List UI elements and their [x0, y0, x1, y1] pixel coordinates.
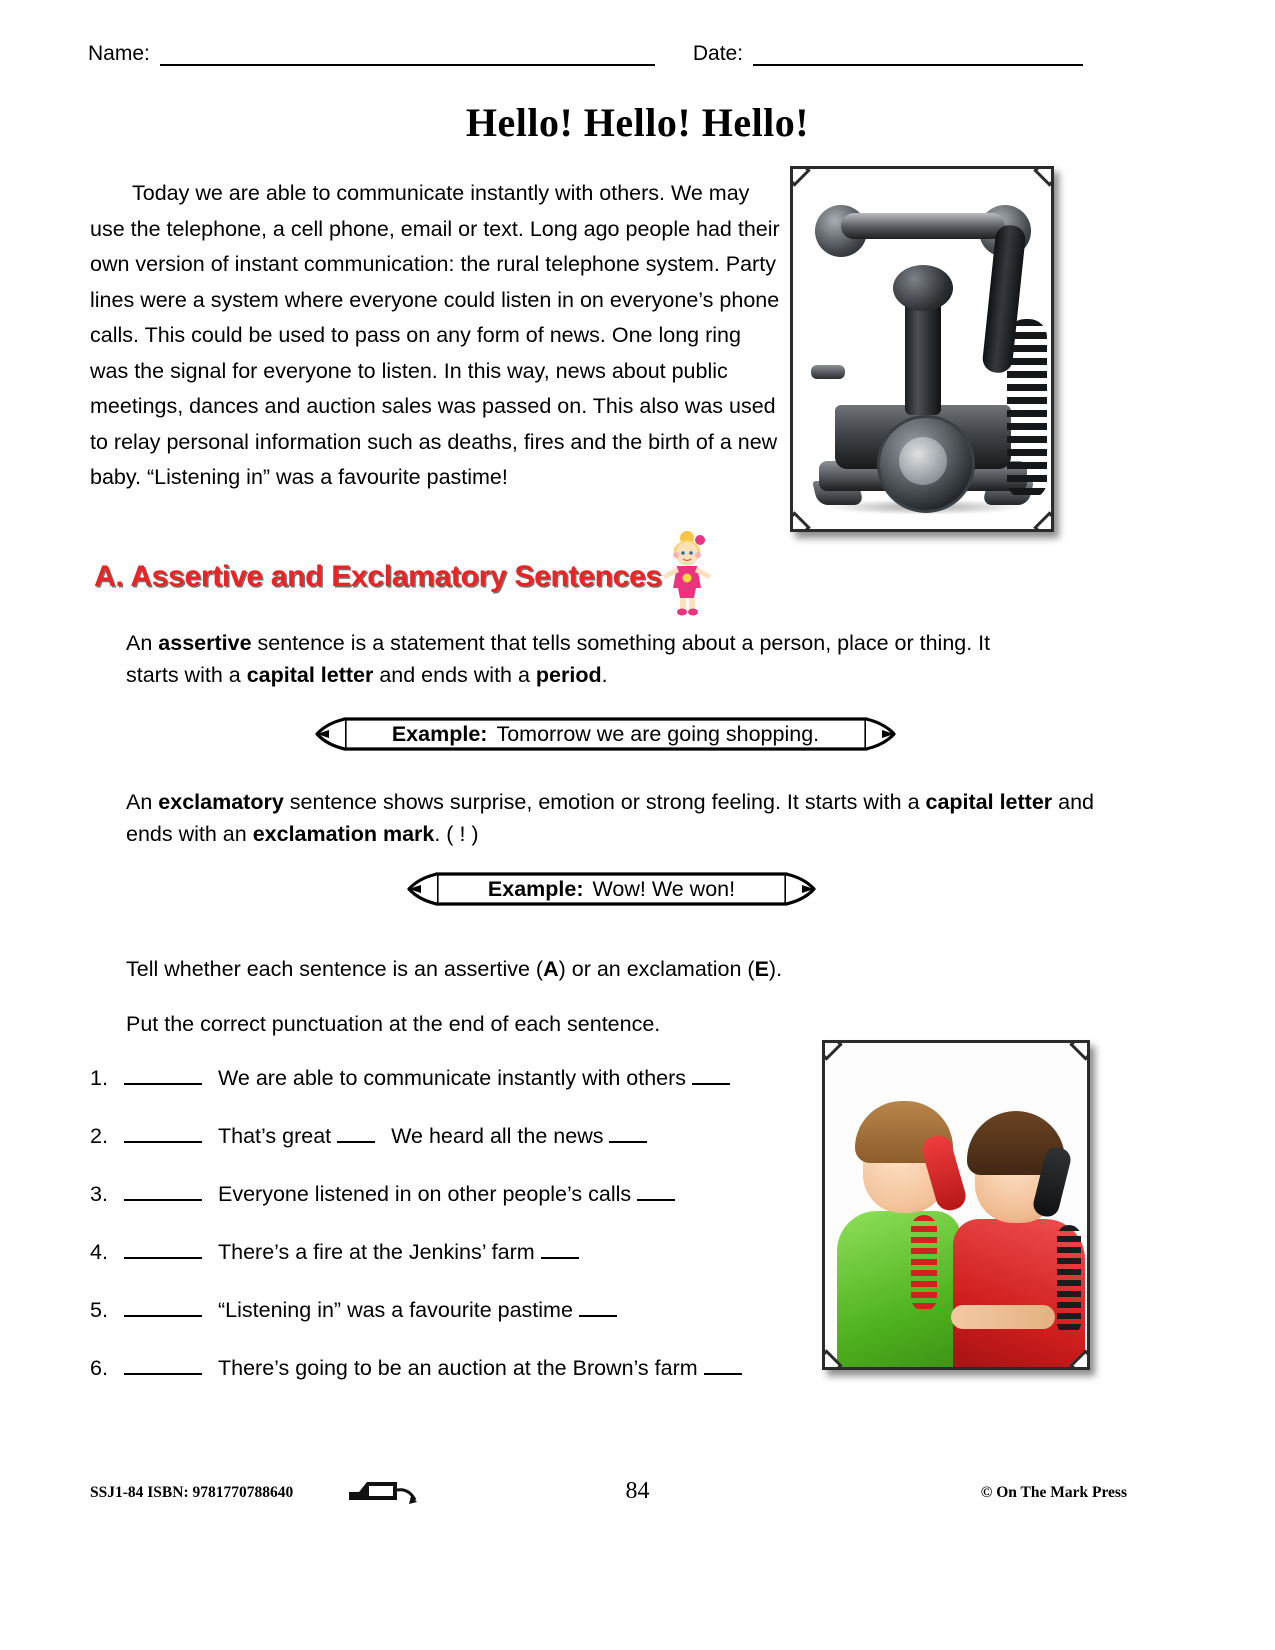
exclamatory-definition [126, 786, 1098, 850]
name-input-line[interactable] [160, 44, 655, 66]
exclam-def-part2: sentence shows surprise, emotion or strong feeling. It starts with a [283, 790, 926, 814]
instruction-punctuation: Put the correct punctuation at the end of each sentence. [126, 1012, 661, 1036]
answer-blank-punctuation[interactable] [609, 1124, 647, 1143]
assertive-definition [126, 627, 1006, 691]
assertive-def-part1: An [126, 631, 159, 655]
answer-blank-type[interactable] [124, 1240, 202, 1259]
children-telephones-photo [822, 1040, 1090, 1370]
example-banner-2-text [425, 868, 798, 910]
example-banner-assertive [333, 713, 878, 755]
exclam-def-part1: An [126, 790, 159, 814]
answer-blank-type[interactable] [124, 1356, 202, 1375]
question-text: “Listening in” was a favourite pastime [218, 1298, 573, 1322]
question-number: 3. [90, 1182, 108, 1206]
question-number: 4. [90, 1240, 108, 1264]
assertive-def-part3: and ends with a [373, 663, 536, 687]
question-item-2 [90, 1124, 653, 1149]
answer-blank-punctuation[interactable] [637, 1182, 675, 1201]
example-banner-exclamatory [425, 868, 798, 910]
answer-blank-punctuation[interactable] [704, 1356, 742, 1375]
frame-corner-icon [790, 166, 811, 187]
answer-blank-type[interactable] [124, 1182, 202, 1201]
page-title: Hello! Hello! Hello! [465, 100, 810, 145]
frame-corner-icon [1033, 166, 1054, 187]
question-number: 2. [90, 1124, 108, 1148]
frame-corner-icon [790, 511, 811, 532]
question-text: There’s a fire at the Jenkins’ farm [218, 1240, 535, 1264]
answer-blank-type[interactable] [124, 1298, 202, 1317]
name-label: Name: [88, 42, 150, 65]
question-item-4 [90, 1240, 585, 1265]
example-banner-1-text [333, 713, 878, 755]
cartoon-girl-icon [652, 526, 722, 616]
question-text: That’s great [218, 1124, 332, 1148]
exclam-def-bold2: capital letter [925, 790, 1053, 814]
example-sentence-1: Tomorrow we are going shopping. [496, 721, 820, 746]
question-item-3 [90, 1182, 681, 1207]
answer-blank-punctuation[interactable] [579, 1298, 617, 1317]
name-date-header [88, 42, 1108, 66]
answer-blank-punctuation[interactable] [692, 1066, 730, 1085]
question-text: We are able to communicate instantly with others [218, 1066, 687, 1090]
answer-blank-type[interactable] [124, 1124, 202, 1143]
page-footer [0, 1478, 1275, 1518]
exclam-def-part3: and ends with an [126, 790, 1095, 846]
question-text-part2: We heard all the news [391, 1124, 604, 1148]
instruction-tell-whether: Tell whether each sentence is an assertive (A) or an exclamation (E). [126, 957, 783, 981]
exclam-def-bold3: exclamation mark [252, 822, 435, 846]
answer-blank-punctuation[interactable] [541, 1240, 579, 1259]
date-input-line[interactable] [753, 44, 1083, 66]
question-text: Everyone listened in on other people’s calls [218, 1182, 632, 1206]
question-number: 1. [90, 1066, 108, 1090]
section-a-heading: A. Assertive and Exclamatory Sentences [94, 560, 662, 593]
assertive-def-part4: . [601, 663, 608, 687]
antique-telephone-photo [790, 166, 1054, 532]
answer-blank-type[interactable] [124, 1066, 202, 1085]
exclam-def-part4: . ( ! ) [434, 822, 479, 846]
example-label-2: Example: [487, 876, 584, 901]
example-label-1: Example: [391, 721, 488, 746]
intro-paragraph: Today we are able to communicate instantly with others. We may use the telephone, a cell phone, email or text. Long ago people had their own version of instant communication: the rural telephone system. Party lines were a system where everyone could listen in on everyone’s phone calls. This could be used to pass on any form of news. One long ring was the signal for everyone to listen. In this way, news about public meetings, dances and auction sales was passed on. This also was used to relay personal information such as deaths, fires and the birth of a new baby. “Listening in” was a favourite pastime! [90, 181, 780, 489]
question-text: There’s going to be an auction at the Brown’s farm [218, 1356, 698, 1380]
example-sentence-2: Wow! We won! [592, 876, 736, 901]
question-item-1 [90, 1066, 736, 1091]
question-number: 6. [90, 1356, 108, 1380]
frame-corner-icon [1033, 511, 1054, 532]
assertive-def-bold1: assertive [158, 631, 252, 655]
question-item-6 [90, 1356, 748, 1381]
footer-publisher: © On The Mark Press [980, 1484, 1127, 1501]
assertive-def-bold3: period [535, 663, 602, 687]
exclam-def-bold1: exclamatory [158, 790, 284, 814]
question-number: 5. [90, 1298, 108, 1322]
footer-isbn: SSJ1-84 ISBN: 9781770788640 [90, 1484, 294, 1501]
question-item-5 [90, 1298, 623, 1323]
footer-page-number: 84 [625, 1478, 650, 1504]
assertive-def-bold2: capital letter [246, 663, 374, 687]
assertive-def-part2: sentence is a statement that tells something about a person, place or thing. It starts with a [126, 631, 991, 687]
answer-blank-punctuation[interactable] [337, 1124, 375, 1143]
date-label: Date: [692, 42, 744, 65]
